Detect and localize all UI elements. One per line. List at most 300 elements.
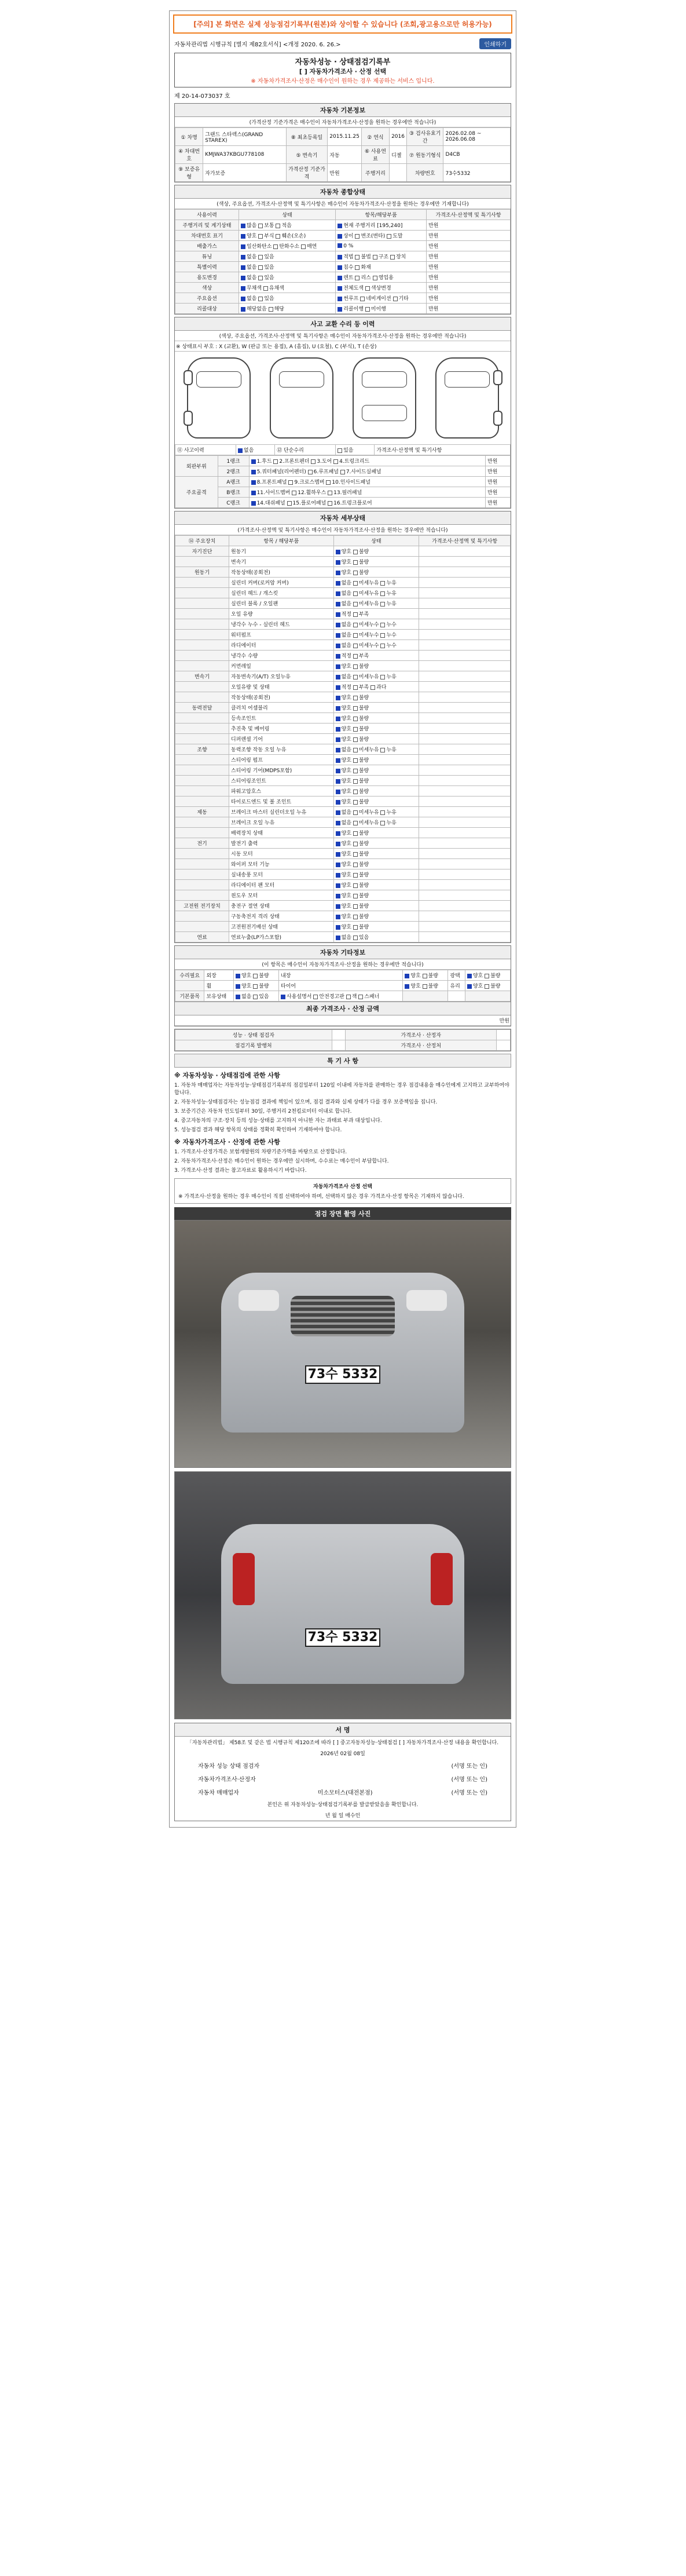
option-label: 양호 [341, 883, 353, 889]
checkbox-icon [338, 265, 342, 270]
status-cell [333, 619, 419, 630]
checkbox-icon [423, 984, 427, 989]
status-cell [333, 630, 419, 640]
item-label: 워터펌프 [229, 630, 334, 640]
checkbox-icon [380, 810, 385, 815]
item-label: 발전기 출력 [229, 838, 334, 849]
device-label [175, 651, 229, 661]
option-label: 불량 [358, 664, 369, 670]
option-label: 없음 [341, 810, 353, 816]
option-label: 현재 주행거리 [195,240] [343, 223, 403, 229]
table-row [175, 588, 511, 598]
checkbox-icon [353, 571, 358, 575]
checkbox-icon [273, 459, 278, 464]
status-cell [333, 598, 419, 609]
section-detail-status [174, 511, 511, 943]
option-label: 있음 [264, 296, 274, 302]
price-cell [419, 609, 511, 619]
section-overall-status [174, 185, 511, 315]
checkbox-icon [353, 800, 358, 805]
option-label: 과다 [376, 685, 387, 690]
doc-form-label: 자동차관리법 시행규칙 [별지 제82호서식] <개정 2020. 6. 26.> [174, 42, 341, 48]
option-label: 부족 [358, 685, 371, 690]
item-cell [336, 241, 427, 251]
option-label: 1.후드 [256, 459, 274, 465]
diagram-window [445, 371, 490, 388]
table-row [175, 744, 511, 755]
field-label: ⑨ 보증유형 [175, 164, 203, 182]
device-label [175, 796, 229, 807]
price-cell [419, 755, 511, 765]
status-cell [239, 272, 335, 283]
item-label: 브레이크 오일 누유 [229, 817, 334, 828]
price-cell: 만원 [486, 487, 511, 498]
item-label: 윈도우 모터 [229, 890, 334, 901]
item-label: 파워고압호스 [229, 786, 334, 796]
option-label: 리콜이행 [343, 306, 365, 312]
price-cell [419, 807, 511, 817]
checkbox-icon [336, 748, 340, 752]
option-label: 5.쿼터패널(리어펜더) [256, 469, 308, 475]
option-label: 양호 [341, 664, 353, 670]
status-cell [333, 901, 419, 911]
checkbox-icon [336, 591, 340, 596]
status-cell [333, 703, 419, 713]
field-label: 주행거리 [361, 164, 389, 182]
option-label: 불량 [259, 984, 269, 989]
item-label: 브레이크 마스터 실린더오일 누유 [229, 807, 334, 817]
table-row [175, 1030, 511, 1040]
option-label: 불법 [361, 254, 373, 260]
option-label: 양호 [341, 925, 353, 930]
device-label [175, 598, 229, 609]
row-label: 특별이력 [175, 262, 239, 272]
status-cell [333, 724, 419, 734]
price-cell: 만원 [427, 220, 511, 231]
option-label: 미세누유 [358, 747, 381, 753]
option-label: 없음 [341, 633, 353, 638]
group-label: 외판부위 [175, 456, 218, 477]
checkbox-icon [336, 873, 340, 878]
field-value [497, 1040, 511, 1051]
field-value [332, 1030, 346, 1040]
option-label: 없음 [341, 820, 353, 826]
table-row [175, 713, 511, 724]
option-label: 미이행 [370, 306, 386, 312]
row-label: 튜닝 [175, 251, 239, 262]
checkbox-icon [353, 852, 358, 857]
checkbox-icon [338, 307, 342, 312]
option-label: 16.트렁크플로어 [333, 500, 372, 506]
option-label: 없음 [341, 674, 353, 680]
option-label: 불량 [358, 893, 369, 899]
checkbox-icon [340, 470, 345, 474]
note-item: 3. 가격조사·산정 결과는 참고자료로 활용하시기 바랍니다. [174, 1168, 307, 1174]
table-row [175, 241, 511, 251]
option-label: 8.프론트패널 [256, 480, 289, 485]
price-cell: 만원 [427, 304, 511, 314]
price-cell: 만원 [427, 272, 511, 283]
checkbox-icon [380, 644, 385, 648]
copy-notice-banner: [주의] 본 화면은 실제 성능점검기록부(원본)와 상이할 수 있습니다 (조회,광고용으로만 허용가능) [173, 14, 512, 34]
price-cell [419, 598, 511, 609]
table-row [175, 890, 511, 901]
checkbox-icon [405, 974, 409, 978]
checkbox-icon [241, 265, 245, 270]
price-cell [419, 734, 511, 744]
option-label: 양호 [341, 914, 353, 920]
price-cell [419, 922, 511, 932]
status-cell [333, 671, 419, 682]
status-cell [333, 890, 419, 901]
option-label: 없음 [341, 591, 353, 597]
checkbox-icon [353, 831, 358, 836]
checkbox-icon [353, 623, 358, 627]
option-label: 매연 [306, 244, 317, 250]
checkbox-icon [353, 925, 358, 930]
diagram-wheel [493, 411, 502, 426]
section-desc: (이 항목은 매수인이 자동차가격조사·산정을 원하는 경우에만 적습니다) [175, 959, 511, 970]
option-label: 부식 [264, 233, 276, 239]
column-header: 가격조사·산정액 및 특기사항 [419, 536, 511, 546]
option-label: 양호 [246, 233, 259, 239]
device-label: 동력전달 [175, 703, 229, 713]
print-button[interactable]: 인쇄하기 [479, 38, 511, 49]
table-row [175, 838, 511, 849]
checkbox-icon [353, 664, 358, 669]
checkbox-icon [236, 974, 240, 978]
checkbox-icon [355, 265, 359, 270]
option-label: 불량 [358, 758, 369, 763]
device-label [175, 661, 229, 671]
checkbox-icon [336, 831, 340, 836]
option-label: 불량 [358, 789, 369, 795]
item-label: 클러치 어셈블리 [229, 703, 334, 713]
status-legend: ※ 상태표시 부호 : X (교환), W (판금 또는 용접), A (흠집), U (요철), C (부식), T (손상) [175, 341, 511, 352]
field-value: 2026.02.08 ~ 2026.06.08 [443, 128, 511, 146]
table-row [175, 932, 511, 942]
checkbox-icon [273, 244, 278, 249]
checkbox-icon [281, 995, 285, 999]
checkbox-icon [338, 448, 342, 453]
rear-license-plate: 73수 5332 [305, 1628, 380, 1647]
checkbox-icon [380, 623, 385, 627]
diagram-front [270, 357, 333, 439]
checkbox-icon [336, 936, 340, 940]
option-label: 양호 [341, 768, 353, 774]
item-label: 냉각수 누수 - 실린더 헤드 [229, 619, 334, 630]
option-label: 12.휠하우스 [298, 490, 328, 496]
extra-cell: 보유상태 [204, 991, 233, 1002]
inspector-table [175, 1029, 511, 1051]
option-label: 침수 [343, 265, 355, 271]
extra-cell: 휠 [204, 981, 233, 991]
option-label: 양호 [410, 973, 423, 979]
table-row [175, 661, 511, 671]
signature-buyer: 년 월 일 매수인 [325, 1813, 361, 1819]
table-row [175, 609, 511, 619]
checkbox-icon [313, 995, 318, 999]
rear-photo [174, 1471, 511, 1719]
option-label: 양호 [341, 695, 353, 701]
checkbox-icon [241, 234, 245, 239]
field-value: D4CB [443, 146, 511, 164]
device-label [175, 776, 229, 786]
status-cell [233, 970, 278, 981]
final-price-heading: 최종 가격조사 · 산정 금액 [175, 1002, 511, 1015]
option-label: 사용설명서 [287, 994, 314, 1000]
option-label: 적음 [281, 223, 292, 229]
status-cell [333, 869, 419, 880]
rank-label: A랭크 [218, 477, 249, 487]
note-item: 3. 보증기간은 자동차 인도일부터 30일, 주행거리 2천킬로미터 이내로 합니다. [174, 1109, 352, 1115]
extra-cell: 수리필요 [175, 970, 204, 981]
checkbox-icon [338, 224, 342, 228]
checkbox-icon [365, 286, 370, 291]
option-label: 적정 [341, 612, 353, 617]
table-row [175, 251, 511, 262]
field-label: ⑧ 최초등록일 [286, 128, 328, 146]
table-row [175, 578, 511, 588]
section-heading: 사고 교환 수리 등 이력 [175, 317, 511, 331]
option-label: 양호 [341, 831, 353, 836]
price-cell [419, 651, 511, 661]
checkbox-icon [241, 276, 245, 280]
row-label: 색상 [175, 283, 239, 293]
option-label: 불량 [358, 549, 369, 555]
checkbox-icon [336, 821, 340, 825]
device-label [175, 609, 229, 619]
checkbox-icon [263, 286, 268, 291]
checkbox-icon [380, 748, 385, 752]
checkbox-icon [258, 265, 263, 270]
price-cell: 만원 [427, 231, 511, 241]
item-label: 스티어링조인트 [229, 776, 334, 786]
status-cell [403, 970, 448, 981]
diagram-left-side [187, 357, 251, 439]
rank-label: 2랭크 [218, 466, 249, 477]
field-label: ⑦ 원동기형식 [406, 146, 443, 164]
field-value: KMJWA37KBGU778108 [203, 146, 286, 164]
option-label: 양호 [341, 872, 353, 878]
checkbox-icon [336, 675, 340, 679]
rank-label: C랭크 [218, 498, 249, 508]
option-label: 불량 [428, 973, 438, 979]
note-item: 5. 성능점검 결과 해당 항목의 상태를 정확히 확인하여 기재하여야 합니다. [174, 1127, 342, 1134]
table-header-row [175, 536, 511, 546]
checkbox-icon [353, 696, 358, 700]
status-cell [333, 776, 419, 786]
tail-lamp [233, 1553, 255, 1605]
checkbox-icon [301, 244, 306, 249]
device-label: 원동기 [175, 567, 229, 578]
item-cell [336, 272, 427, 283]
option-label: 0 % [343, 243, 354, 249]
option-label: 불량 [358, 852, 369, 857]
price-cell: 만원 [427, 241, 511, 251]
option-label: 2.프론트펜더 [279, 459, 311, 465]
price-cell [419, 817, 511, 828]
extra-cell: 외장 [204, 970, 233, 981]
parts-cell [249, 477, 485, 487]
status-cell [333, 692, 419, 703]
status-cell [333, 838, 419, 849]
checkbox-icon [353, 550, 358, 554]
status-cell [333, 849, 419, 859]
option-label: 누수 [386, 633, 397, 638]
table-row [175, 567, 511, 578]
option-label: 양호 [341, 560, 353, 565]
checkbox-icon [353, 612, 358, 617]
option-label: 미세누유 [358, 820, 381, 826]
status-cell [333, 744, 419, 755]
status-cell [239, 220, 335, 231]
table-row [175, 703, 511, 713]
checkbox-icon [258, 224, 263, 228]
status-cell [333, 578, 419, 588]
option-label: 4.트렁크리드 [339, 459, 370, 465]
checkbox-icon [353, 654, 358, 659]
price-cell [419, 724, 511, 734]
status-cell [239, 241, 335, 251]
checkbox-icon [336, 706, 340, 711]
device-label [175, 890, 229, 901]
checkbox-icon [241, 255, 245, 260]
row-label: 주요옵션 [175, 293, 239, 304]
basic-info-table [175, 127, 511, 182]
checkbox-icon [423, 974, 427, 978]
checkbox-icon [328, 491, 332, 495]
device-label [175, 619, 229, 630]
column-header: ⑭ 주요장치 [175, 536, 229, 546]
checkbox-icon [336, 769, 340, 773]
checkbox-icon [338, 276, 342, 280]
checkbox-icon [251, 459, 256, 464]
field-value: 73수5332 [443, 164, 511, 182]
device-label: 고전원 전기장치 [175, 901, 229, 911]
price-cell: 만원 [427, 283, 511, 293]
checkbox-icon [241, 307, 245, 312]
status-cell [333, 807, 419, 817]
price-cell: 만원 [486, 498, 511, 508]
front-grille [291, 1296, 395, 1336]
record-number: 제 20-14-073037 호 [174, 93, 230, 100]
option-label: 있음 [358, 935, 369, 941]
price-cell [419, 901, 511, 911]
column-header: 항목 / 해당부품 [229, 536, 334, 546]
signature-section [174, 1723, 511, 1821]
option-label: 네비게이션 [366, 296, 393, 302]
option-label: 없음 [341, 601, 353, 607]
checkbox-icon [311, 459, 316, 464]
status-cell [239, 304, 335, 314]
option-label: 안전경고판 [319, 994, 346, 1000]
extra-cell [448, 991, 465, 1002]
device-label [175, 765, 229, 776]
checkbox-icon [360, 297, 365, 301]
item-label: 실린더 블록 / 오일팬 [229, 598, 334, 609]
field-label: ③ 검사유효기간 [406, 128, 443, 146]
checkbox-icon [353, 706, 358, 711]
option-label: 있음 [264, 254, 274, 260]
option-label: 양호 [472, 984, 485, 989]
option-label: 불량 [358, 768, 369, 774]
item-cell [336, 231, 427, 241]
note-item: 2. 자동차성능·상태점검자는 성능점검 결과에 책임이 있으며, 점검 결과와 실제 상태가 다를 경우 보증책임을 집니다. [174, 1099, 438, 1106]
checkbox-icon [336, 571, 340, 575]
section-desc: (색상, 주요옵션, 가격조사·산정액 및 특기사항은 매수인이 자동차가격조사·산정을 원하는 경우에만 적습니다) [175, 331, 511, 341]
field-value: 자동 [328, 146, 362, 164]
accident-label: ⑪ 사고이력 [175, 445, 236, 455]
option-label: 불량 [358, 831, 369, 836]
checkbox-icon [365, 307, 370, 312]
checkbox-icon [276, 234, 280, 239]
status-cell [333, 932, 419, 942]
table-row [175, 304, 511, 314]
device-label: 조향 [175, 744, 229, 755]
diagram-wheel [184, 411, 193, 426]
checkbox-icon [333, 459, 338, 464]
row-label: 주행거리 및 계기상태 [175, 220, 239, 231]
status-cell [333, 880, 419, 890]
item-cell [336, 293, 427, 304]
table-row [175, 991, 511, 1002]
item-label: 작동상태(공회전) [229, 567, 334, 578]
table-row [175, 487, 511, 498]
device-label [175, 817, 229, 828]
table-row [175, 231, 511, 241]
field-value: 디젤 [390, 146, 407, 164]
option-label: 양호 [341, 570, 353, 576]
option-label: 11.사이드멤버 [256, 490, 292, 496]
checkbox-icon [241, 224, 245, 228]
checkbox-icon [336, 790, 340, 794]
status-cell [239, 231, 335, 241]
table-row [175, 598, 511, 609]
checkbox-icon [353, 883, 358, 888]
device-label [175, 849, 229, 859]
option-label: 장치 [395, 254, 406, 260]
status-cell [333, 609, 419, 619]
status-cell [333, 755, 419, 765]
checkbox-icon [328, 501, 332, 506]
price-cell [419, 546, 511, 557]
checkbox-icon [338, 255, 342, 260]
parts-cell [249, 498, 485, 508]
item-label: 스티어링 펌프 [229, 755, 334, 765]
option-label: 14.대쉬패널 [256, 500, 287, 506]
option-label: 부족 [358, 653, 369, 659]
status-cell [333, 567, 419, 578]
price-cell: 만원 [427, 262, 511, 272]
price-cell [419, 557, 511, 567]
overall-status-table [175, 209, 511, 314]
option-label: 색상변경 [370, 286, 391, 291]
checkbox-icon [336, 602, 340, 606]
notes-list-price [174, 1149, 511, 1175]
price-cell [419, 776, 511, 786]
exchange-parts-table [175, 455, 511, 508]
price-cell [419, 713, 511, 724]
signature-law-text: 「자동차관리법」 제58조 및 같은 법 시행규칙 제120조에 따라 [ ] 중고자동차성능·상태점검 [ ] 자동차가격조사·산정 내용을 확인합니다. [186, 1740, 499, 1746]
checkbox-icon [405, 984, 409, 989]
price-cell [419, 859, 511, 869]
checkbox-icon [355, 234, 359, 239]
option-label: 양호 [410, 984, 423, 989]
field-value: 2016 [390, 128, 407, 146]
table-row [175, 272, 511, 283]
option-label: 미세누유 [358, 591, 381, 597]
